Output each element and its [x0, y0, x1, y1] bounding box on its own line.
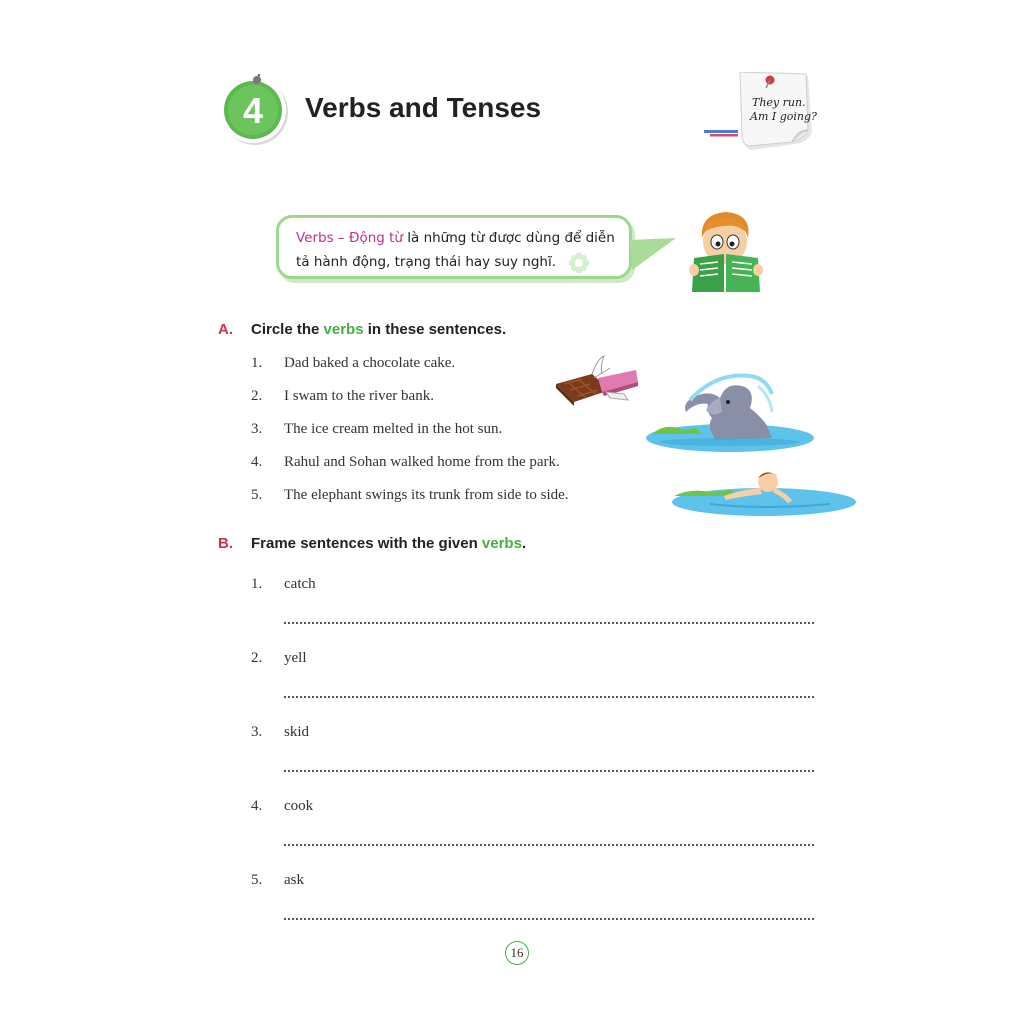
section-b-verb: catch — [284, 576, 316, 592]
section-a-sentence: Rahul and Sohan walked home from the park. — [284, 454, 560, 470]
section-a-sentence: The elephant swings its trunk from side to side. — [284, 487, 569, 503]
answer-line[interactable] — [284, 842, 814, 846]
section-b-letter: B. — [218, 535, 233, 552]
sticky-note-line-1: They run. — [752, 96, 806, 109]
sticky-note-line-2: Am I going? — [750, 110, 817, 123]
definition-line1: là những từ được dùng để diễn — [402, 230, 615, 246]
section-a-instruction — [251, 321, 506, 338]
page-number: 16 — [505, 941, 529, 965]
section-b-verb: ask — [284, 872, 304, 888]
answer-line[interactable] — [284, 620, 814, 624]
section-a-sentence: Dad baked a chocolate cake. — [284, 355, 456, 371]
answer-line[interactable] — [284, 694, 814, 698]
section-b-item-number: 3. — [251, 724, 263, 740]
section-a-item-number: 5. — [251, 487, 263, 503]
section-a-instruction-post: in these sentences. — [363, 321, 507, 338]
section-b-verb: skid — [284, 724, 310, 740]
section-b-item-number: 5. — [251, 872, 263, 888]
chapter-number: 4 — [242, 90, 264, 131]
section-b-instruction-highlight: verbs — [481, 535, 522, 552]
definition-line2: tả hành động, trạng thái hay suy nghĩ. — [296, 254, 557, 270]
definition-text — [296, 226, 626, 274]
section-b-verb: yell — [284, 650, 307, 666]
section-a-instruction-highlight: verbs — [323, 321, 364, 338]
section-b-instruction-pre: Frame sentences with the given — [251, 535, 482, 552]
swimmer-illustration — [670, 468, 858, 518]
definition-term: Verbs – Động từ — [296, 230, 403, 246]
section-b-instruction — [251, 535, 526, 552]
section-a-item-number: 2. — [251, 388, 263, 404]
boy-reading-illustration — [686, 208, 766, 296]
section-b-instruction-post: . — [521, 535, 527, 552]
section-b-verb: cook — [284, 798, 314, 814]
bubble-tail-icon — [630, 236, 678, 272]
chocolate-illustration — [552, 352, 642, 408]
answer-line[interactable] — [284, 768, 814, 772]
section-a-item-number: 4. — [251, 454, 263, 470]
section-a-sentence: I swam to the river bank. — [284, 388, 434, 404]
chapter-badge — [218, 74, 290, 146]
answer-line[interactable] — [284, 916, 814, 920]
elephant-in-water-illustration — [646, 372, 814, 454]
section-a-sentence: The ice cream melted in the hot sun. — [284, 421, 503, 437]
section-b-item-number: 2. — [251, 650, 263, 666]
chapter-title: Verbs and Tenses — [305, 92, 542, 123]
section-a-item-number: 1. — [251, 355, 263, 371]
section-a-instruction-pre: Circle the — [251, 321, 324, 338]
section-b-item-number: 4. — [251, 798, 263, 814]
section-a-item-number: 3. — [251, 421, 263, 437]
sticky-note — [700, 72, 820, 154]
section-b-item-number: 1. — [251, 576, 263, 592]
section-a-letter: A. — [218, 321, 233, 338]
